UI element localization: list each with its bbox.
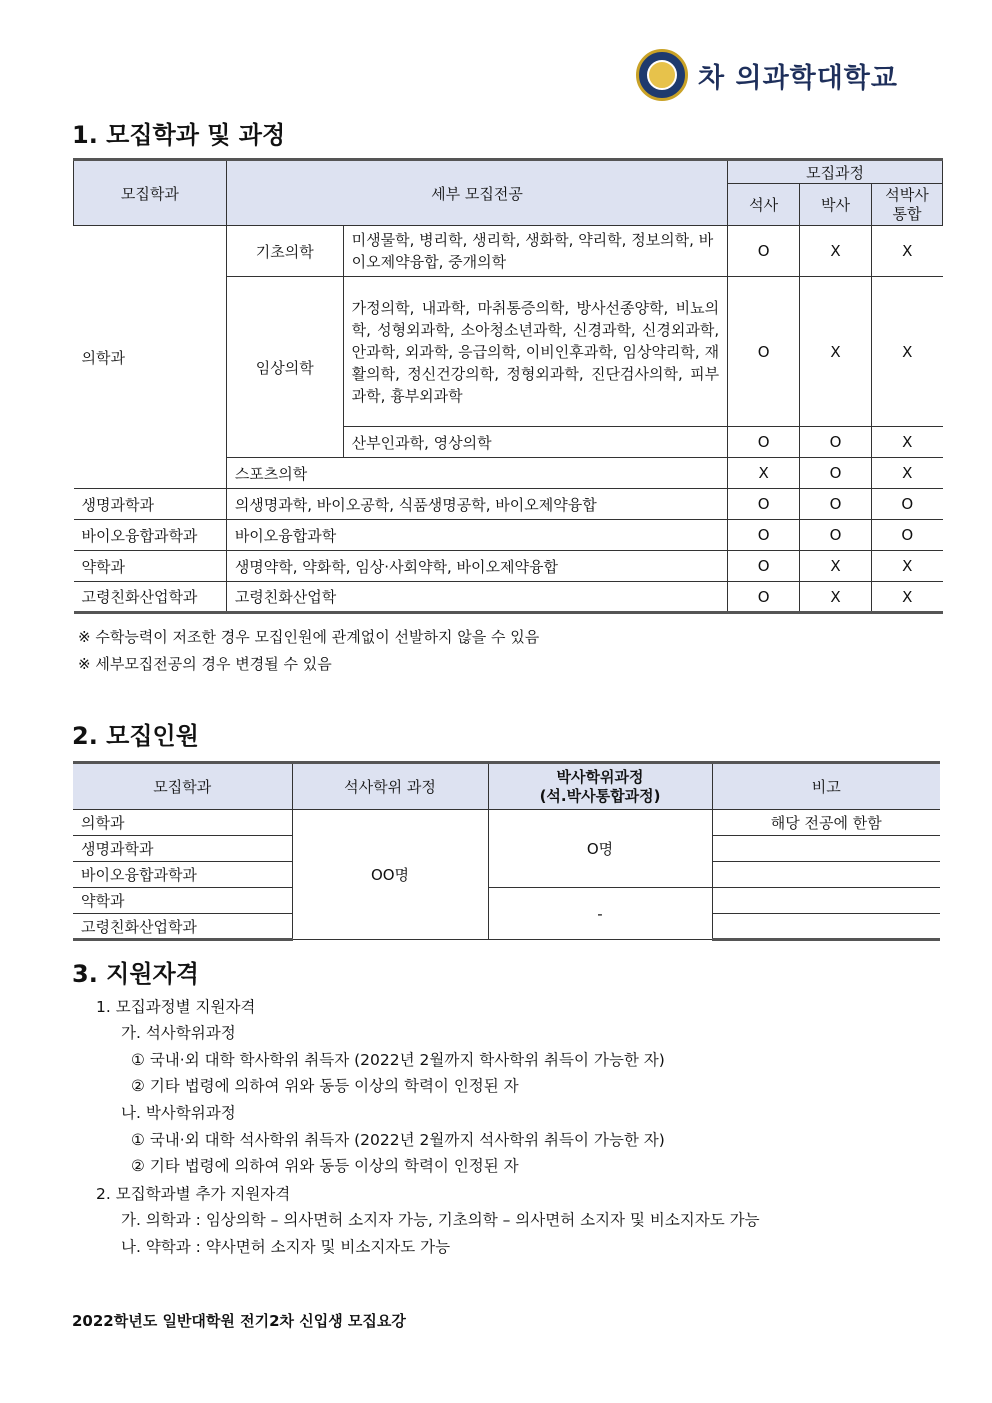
quota-dept-aging: 고령친화산업학과	[73, 914, 292, 940]
life-integrated: O	[872, 489, 943, 520]
qual-line-6: ① 국내·외 대학 석사학위 취득자 (2022년 2월까지 석사학위 취득이 가능한 자)	[131, 1131, 665, 1149]
track-clinical: 임상의학	[226, 277, 343, 458]
basic-integrated: X	[872, 226, 943, 277]
bio-master: O	[728, 520, 800, 551]
bio-doctor: O	[800, 520, 872, 551]
qual-line-9: 가. 의학과 : 임상의학 – 의사면허 소지자 가능, 기초의학 – 의사면허 소지자 및 비소지자도 가능	[121, 1211, 760, 1229]
dept-bio: 바이오융합과학과	[74, 520, 227, 551]
quota-dept-pharm: 약학과	[73, 888, 292, 914]
quota-dept-life: 생명과학과	[73, 836, 292, 862]
pharm-integrated: X	[872, 551, 943, 582]
qual-line-1: 1. 모집과정별 지원자격	[96, 998, 256, 1016]
quota-header-master: 석사학위 과정	[292, 763, 488, 810]
quota-remark-aging	[712, 914, 940, 940]
aging-doctor: X	[800, 582, 872, 613]
qual-line-3: ① 국내·외 대학 학사학위 취득자 (2022년 2월까지 학사학위 취득이 가능한 자)	[131, 1051, 665, 1069]
clinical-integrated: X	[872, 277, 943, 427]
majors-clinical: 가정의학, 내과학, 마취통증의학, 방사선종양학, 비뇨의학, 성형외과학, 소아청소년과학, 신경과학, 신경외과학, 안과학, 외과학, 응급의학, 이비인후과학, 임상약리학, 재활의학, 정신건강의학, 정형외과학, 진단검사의학, 피부과학, 흉부외과학	[343, 277, 727, 427]
quota-header-dept: 모집학과	[73, 763, 292, 810]
obgyn-doctor: O	[800, 427, 872, 458]
majors-obgyn: 산부인과학, 영상의학	[343, 427, 727, 458]
life-doctor: O	[800, 489, 872, 520]
quota-dept-medicine: 의학과	[73, 810, 292, 836]
majors-sports: 스포츠의학	[226, 458, 727, 489]
pharm-doctor: X	[800, 551, 872, 582]
majors-aging: 고령친화산업학	[226, 582, 727, 613]
basic-master: O	[728, 226, 800, 277]
clinical-doctor: X	[800, 277, 872, 427]
university-logo	[636, 46, 926, 104]
majors-bio: 바이오융합과학	[226, 520, 727, 551]
dept-pharm: 약학과	[74, 551, 227, 582]
header-integrated: 석박사 통합	[872, 184, 943, 226]
quota-remark-pharm	[712, 888, 940, 914]
basic-doctor: X	[800, 226, 872, 277]
quota-remark-life	[712, 836, 940, 862]
qual-line-5: 나. 박사학위과정	[121, 1104, 236, 1122]
sports-doctor: O	[800, 458, 872, 489]
quota-dept-bio: 바이오융합과학과	[73, 862, 292, 888]
header-master: 석사	[728, 184, 800, 226]
header-major: 세부 모집전공	[226, 160, 727, 226]
qual-line-10: 나. 약학과 : 약사면허 소지자 및 비소지자도 가능	[121, 1238, 451, 1256]
sports-master: X	[728, 458, 800, 489]
sports-integrated: X	[872, 458, 943, 489]
section1-title: 1. 모집학과 및 과정	[72, 121, 286, 149]
quota-doctor-count: O명	[488, 810, 712, 888]
bio-integrated: O	[872, 520, 943, 551]
logo-text: 차 의과학대학교	[698, 62, 898, 94]
header-program: 모집과정	[728, 160, 943, 184]
qual-line-7: ② 기타 법령에 의하여 위와 동등 이상의 학력이 인정된 자	[131, 1157, 519, 1175]
program-table	[73, 158, 943, 614]
dept-medicine: 의학과	[74, 226, 227, 489]
majors-basic: 미생물학, 병리학, 생리학, 생화학, 약리학, 정보의학, 바이오제약융합, 중개의학	[343, 226, 727, 277]
qual-line-2: 가. 석사학위과정	[121, 1024, 236, 1042]
track-basic: 기초의학	[226, 226, 343, 277]
quota-doctor-none: -	[488, 888, 712, 940]
section2-title: 2. 모집인원	[72, 722, 199, 750]
qual-line-4: ② 기타 법령에 의하여 위와 동등 이상의 학력이 인정된 자	[131, 1077, 519, 1095]
header-doctor: 박사	[800, 184, 872, 226]
qual-line-8: 2. 모집학과별 추가 지원자격	[96, 1185, 291, 1203]
quota-table	[73, 761, 940, 941]
quota-remark-bio	[712, 862, 940, 888]
university-seal-icon	[636, 49, 688, 101]
aging-integrated: X	[872, 582, 943, 613]
life-master: O	[728, 489, 800, 520]
clinical-master: O	[728, 277, 800, 427]
note-1: ※ 수학능력이 저조한 경우 모집인원에 관계없이 선발하지 않을 수 있음	[78, 628, 540, 646]
dept-life: 생명과학과	[74, 489, 227, 520]
quota-remark-medicine: 해당 전공에 한함	[712, 810, 940, 836]
dept-aging: 고령친화산업학과	[74, 582, 227, 613]
header-dept: 모집학과	[74, 160, 227, 226]
quota-header-doctor: 박사학위과정 (석.박사통합과정)	[488, 763, 712, 810]
section3-title: 3. 지원자격	[72, 960, 199, 988]
quota-master-count: OO명	[292, 810, 488, 940]
note-2: ※ 세부모집전공의 경우 변경될 수 있음	[78, 655, 332, 673]
obgyn-integrated: X	[872, 427, 943, 458]
pharm-master: O	[728, 551, 800, 582]
obgyn-master: O	[728, 427, 800, 458]
aging-master: O	[728, 582, 800, 613]
quota-header-remark: 비고	[712, 763, 940, 810]
majors-life: 의생명과학, 바이오공학, 식품생명공학, 바이오제약융합	[226, 489, 727, 520]
footer-title: 2022학년도 일반대학원 전기2차 신입생 모집요강	[72, 1312, 406, 1330]
majors-pharm: 생명약학, 약화학, 임상·사회약학, 바이오제약융합	[226, 551, 727, 582]
